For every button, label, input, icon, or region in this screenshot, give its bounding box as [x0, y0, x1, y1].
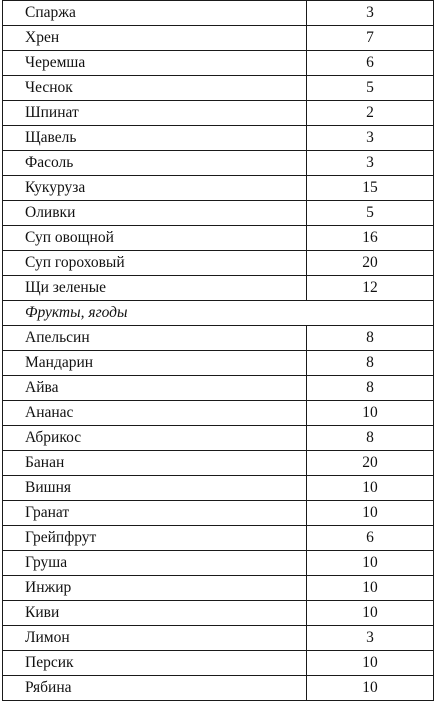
table-row	[3, 526, 434, 551]
food-name: Черемша	[3, 51, 307, 76]
food-value: 10	[307, 551, 434, 576]
table-row	[3, 501, 434, 526]
table-row	[3, 476, 434, 501]
table-row	[3, 626, 434, 651]
food-name: Суп гороховый	[3, 251, 307, 276]
food-name: Фасоль	[3, 151, 307, 176]
food-value-table	[2, 0, 434, 701]
table-row	[3, 201, 434, 226]
food-name: Шпинат	[3, 101, 307, 126]
table-row	[3, 101, 434, 126]
food-value: 10	[307, 676, 434, 701]
table-row	[3, 76, 434, 101]
table-row	[3, 551, 434, 576]
food-name: Апельсин	[3, 326, 307, 351]
food-name: Суп овощной	[3, 226, 307, 251]
food-value: 8	[307, 426, 434, 451]
table-row	[3, 676, 434, 701]
food-value: 8	[307, 376, 434, 401]
table-row	[3, 226, 434, 251]
food-name: Киви	[3, 601, 307, 626]
food-name: Грейпфрут	[3, 526, 307, 551]
food-name: Инжир	[3, 576, 307, 601]
food-value: 5	[307, 201, 434, 226]
food-name: Оливки	[3, 201, 307, 226]
food-value: 20	[307, 251, 434, 276]
food-value: 10	[307, 476, 434, 501]
table-row	[3, 51, 434, 76]
food-name: Айва	[3, 376, 307, 401]
food-name: Лимон	[3, 626, 307, 651]
table-row	[3, 251, 434, 276]
food-value: 3	[307, 151, 434, 176]
food-value: 5	[307, 76, 434, 101]
food-name: Рябина	[3, 676, 307, 701]
food-value: 16	[307, 226, 434, 251]
table-row	[3, 1, 434, 26]
table-row	[3, 326, 434, 351]
food-value: 2	[307, 101, 434, 126]
table-row	[3, 651, 434, 676]
table-row	[3, 151, 434, 176]
food-value: 3	[307, 1, 434, 26]
food-name: Чеснок	[3, 76, 307, 101]
table-row	[3, 426, 434, 451]
food-value: 7	[307, 26, 434, 51]
food-value: 10	[307, 576, 434, 601]
food-name: Щи зеленые	[3, 276, 307, 301]
food-value: 3	[307, 626, 434, 651]
food-value: 10	[307, 401, 434, 426]
table-body	[3, 1, 434, 701]
food-name: Персик	[3, 651, 307, 676]
table-row	[3, 576, 434, 601]
food-name: Ананас	[3, 401, 307, 426]
table-row	[3, 401, 434, 426]
food-value: 20	[307, 451, 434, 476]
food-name: Кукуруза	[3, 176, 307, 201]
table-row	[3, 276, 434, 301]
food-name: Гранат	[3, 501, 307, 526]
table-row	[3, 351, 434, 376]
food-value: 8	[307, 326, 434, 351]
food-value: 3	[307, 126, 434, 151]
table-row	[3, 126, 434, 151]
food-name: Груша	[3, 551, 307, 576]
table-row	[3, 176, 434, 201]
food-name: Абрикос	[3, 426, 307, 451]
food-value: 10	[307, 651, 434, 676]
food-value: 10	[307, 501, 434, 526]
food-value: 6	[307, 51, 434, 76]
food-name: Вишня	[3, 476, 307, 501]
food-name: Хрен	[3, 26, 307, 51]
food-value: 15	[307, 176, 434, 201]
food-value: 8	[307, 351, 434, 376]
section-row	[3, 301, 434, 326]
food-value: 10	[307, 601, 434, 626]
food-name: Мандарин	[3, 351, 307, 376]
table-row	[3, 451, 434, 476]
table-row	[3, 26, 434, 51]
food-name: Щавель	[3, 126, 307, 151]
food-value: 6	[307, 526, 434, 551]
section-title: Фрукты, ягоды	[3, 301, 434, 326]
table-row	[3, 601, 434, 626]
food-value: 12	[307, 276, 434, 301]
food-name: Банан	[3, 451, 307, 476]
table-row	[3, 376, 434, 401]
food-name: Спаржа	[3, 1, 307, 26]
